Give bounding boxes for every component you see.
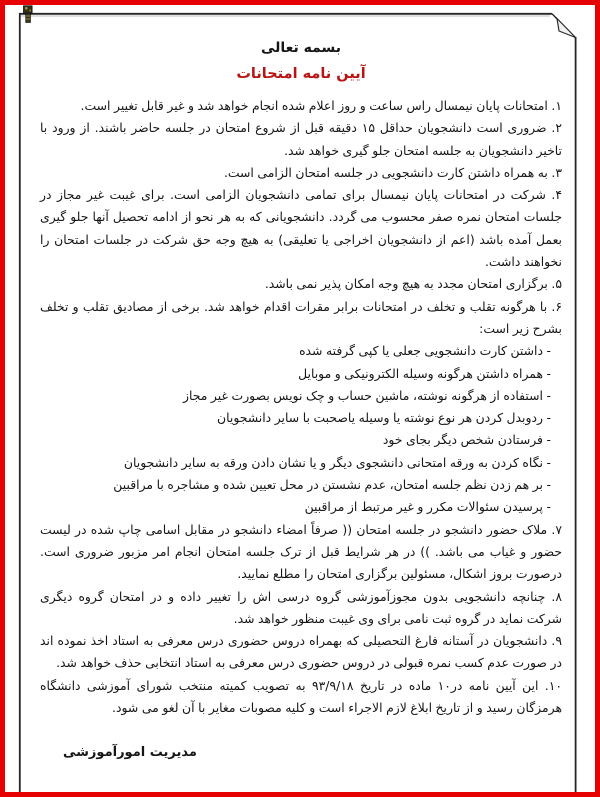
bullet-item: - فرستادن شخص دیگر بجای خود	[382, 432, 551, 448]
numbered-item: ۴. شرکت در امتحانات پایان نیمسال برای تمامی دانشجویان الزامی است. برای غیبت غیر مجاز در جلسات امتحان نمره صفر محسوب می گردد. دانشجویانی که به هر نحو از ادامه تحصیل آنها جلو گیری بعمل آمده باشد (اعم از دانشجویان اخراجی یا تعلیقی) به هیچ وجه حق شرکت در جلسات امتحان را نخواهند داشت.	[40, 187, 562, 270]
signature: مدیریت امورآموزشی	[63, 745, 197, 760]
numbered-item: ۷. ملاک حضور دانشجو در جلسه امتحان (( صرفاً امضاء دانشجو در مقابل اسامی چاپ شده در لیست حضور و غیاب می باشد. )) در هر شرایط قبل از ترک جلسه امتحان انجام امر مزبور ضروری است. درصورت بروز اشکال، مسئولین برگزاری امتحان را مطلع نمایید.	[40, 521, 562, 582]
numbered-item: ۱۰. این آیین نامه در۱۰ ماده در تاریخ ۹۳/۹/۱۸ به تصویب کمیته منتخب شورای آموزشی دانشگاه هرمزگان رسید و از تاریخ ابلاغ لازم الاجراء است و کلیه مصوبات مغایر با آن لغو می شود.	[40, 677, 563, 716]
bullet-item: - پرسیدن سئوالات مکرر و غیر مرتبط از مراقبین	[304, 499, 551, 515]
numbered-item: ۲. ضروری است دانشجویان حداقل ۱۵ دقیقه قبل از شروع امتحان در جلسه حاضر باشند. از ورود با تاخیر دانشجویان به جلسه امتحان جلو گیری خواهد شد.	[40, 120, 562, 158]
bullet-item: - همراه داشتن هرگونه وسیله الکترونیکی و موبایل	[298, 365, 551, 381]
numbered-item: ۳. به همراه داشتن کارت دانشجویی در جلسه امتحان الزامی است.	[223, 164, 562, 180]
numbered-item: ۹. دانشجویان در آستانه فارغ التحصیلی که بهمراه دروس حضوری درس معرفی به استاد اخذ نموده اند در صورت عدم کسب نمره قبولی در دروس حضوری درس معرفی به استاد انتخابی حذف خواهد شد.	[40, 633, 562, 671]
numbered-item: ۱. امتحانات پایان نیمسال راس ساعت و روز اعلام شده انجام خواهد شد و غیر قابل تغییر است.	[80, 98, 562, 113]
bullet-item: - نگاه کردن به ورقه امتحانی دانشجوی دیگر و یا نشان دادن ورقه به سایر دانشجویان	[123, 454, 551, 470]
numbered-item: ۶. با هرگونه تقلب و تخلف در امتحانات برابر مقرات اقدام خواهد شد. برخی از مصادیق تقلب و تخلف بشرح زیر است:	[40, 298, 562, 336]
bullet-item: - بر هم زدن نظم جلسه امتحان، عدم نشستن در محل تعیین شده و مشاجره با مراقبین	[113, 477, 551, 493]
numbered-item: ۸. چنانچه دانشجویی بدون مجوزآموزشی گروه درسی اش را تغییر داده و در امتحان گروه دیگری شرکت نماید در گروه ثبت نامی برای وی غیبت منظور خواهد شد.	[40, 588, 562, 626]
document-body	[40, 95, 562, 719]
document-content	[40, 27, 562, 719]
document-title: آیین نامه امتحانات	[236, 66, 366, 82]
bismillah-heading: بسمه تعالی	[260, 40, 342, 56]
bullet-item: - داشتن کارت دانشجویی جعلی یا کپی گرفته شده	[299, 343, 551, 359]
bullet-item: - ردوبدل کردن هر نوع نوشته یا وسیله یاصحبت با سایر دانشجویان	[217, 410, 551, 426]
numbered-item: ۵. برگزاری امتحان مجدد به هیچ وجه امکان پذیر نمی باشد.	[264, 276, 562, 292]
bullet-item: - استفاده از هرگونه نوشته، ماشین حساب و چک نویس بصورت غیر مجاز	[183, 387, 551, 403]
